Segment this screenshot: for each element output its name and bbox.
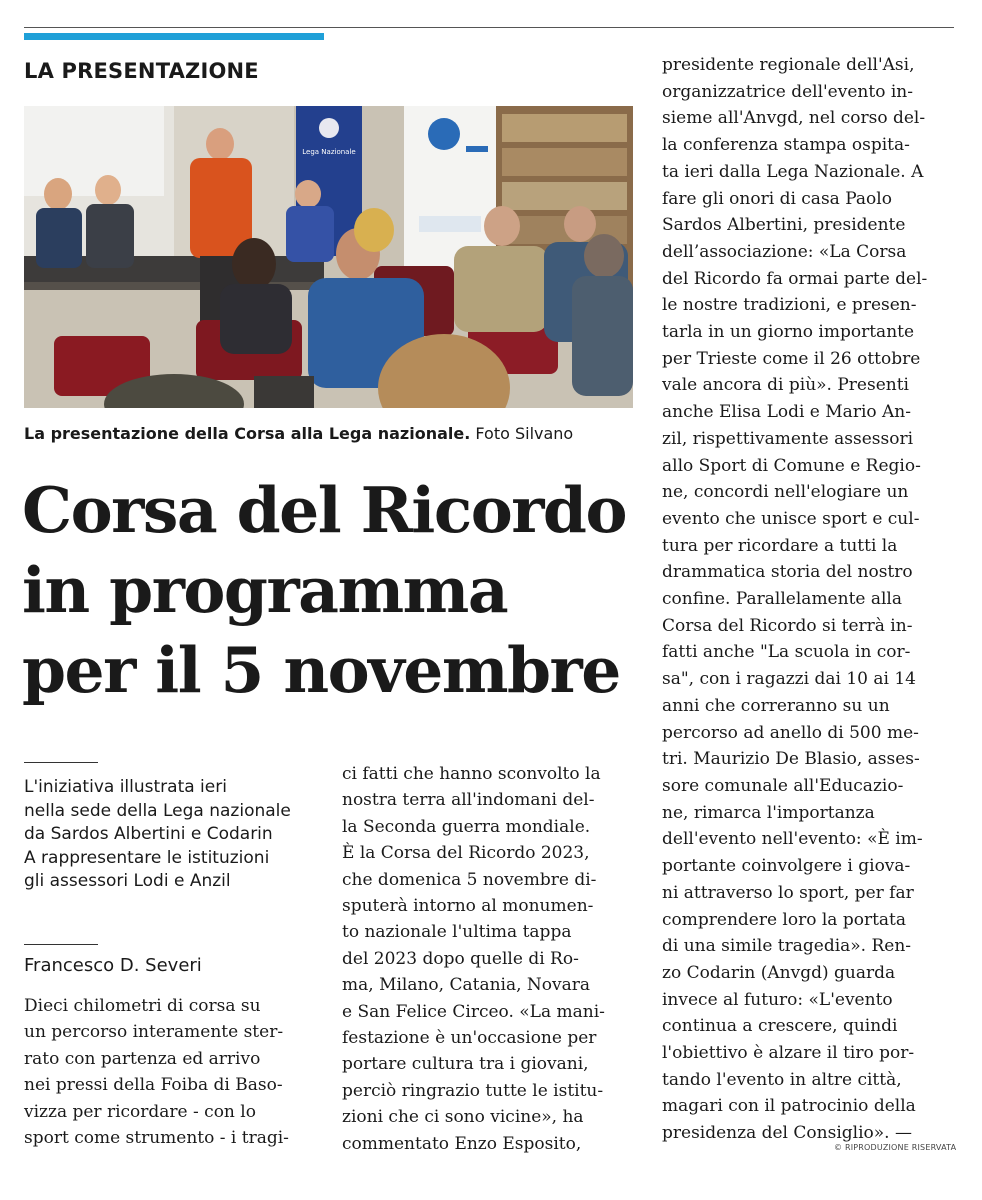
summary-line: nella sede della Lega nazionale bbox=[24, 800, 291, 821]
body-line: vizza per ricordare - con lo bbox=[24, 1101, 256, 1122]
body-line: zo Codarin (Anvgd) guarda bbox=[662, 962, 896, 983]
body-line: allo Sport di Comune e Regio- bbox=[662, 455, 921, 476]
summary-line: A rappresentare le istituzioni bbox=[24, 847, 270, 868]
body-line: del Ricordo fa ormai parte del- bbox=[662, 268, 928, 289]
photo-caption bbox=[24, 424, 573, 443]
headline bbox=[22, 470, 642, 710]
body-line: per Trieste come il 26 ottobre bbox=[662, 348, 921, 369]
body-line: rato con partenza ed arrivo bbox=[24, 1048, 261, 1069]
body-line: zioni che ci sono vicine», ha bbox=[342, 1107, 584, 1128]
body-line: Sardos Albertini, presidente bbox=[662, 215, 906, 236]
body-line: tando l'evento in altre città, bbox=[662, 1069, 902, 1090]
body-line: zil, rispettivamente assessori bbox=[662, 428, 914, 449]
banner-text: Lega Nazionale bbox=[302, 148, 356, 156]
body-line: tura per ricordare a tutti la bbox=[662, 535, 898, 556]
body-line: tarla in un giorno importante bbox=[662, 322, 915, 343]
body-line: festazione è un'occasione per bbox=[342, 1028, 597, 1049]
body-line: presidente regionale dell'Asi, bbox=[662, 55, 915, 75]
body-line: che domenica 5 novembre di- bbox=[342, 869, 597, 890]
section-label: LA PRESENTAZIONE bbox=[24, 59, 259, 83]
body-line: di una simile tragedia». Ren- bbox=[662, 936, 912, 957]
caption-text: La presentazione della Corsa alla Lega nazionale. bbox=[24, 424, 471, 443]
body-line: evento che unisce sport e cul- bbox=[662, 508, 920, 529]
body-line: continua a crescere, quindi bbox=[662, 1016, 898, 1037]
byline-rule bbox=[24, 944, 98, 945]
summary-deck bbox=[24, 776, 324, 894]
body-line: to nazionale l'ultima tappa bbox=[342, 922, 572, 943]
body-line: dell’associazione: «La Corsa bbox=[662, 241, 907, 262]
body-line: sa", con i ragazzi dai 10 ai 14 bbox=[662, 669, 916, 690]
body-line: la Seconda guerra mondiale. bbox=[342, 816, 591, 837]
body-line: ne, rimarca l'importanza bbox=[662, 802, 875, 823]
body-line: fare gli onori di casa Paolo bbox=[662, 188, 892, 209]
body-line: ci fatti che hanno sconvolto la bbox=[342, 764, 601, 784]
body-line: sore comunale all'Educazio- bbox=[662, 775, 904, 796]
body-line: drammatica storia del nostro bbox=[662, 562, 913, 583]
body-line: portare cultura tra i giovani, bbox=[342, 1054, 589, 1075]
body-line: presidenza del Consiglio». — bbox=[662, 1123, 912, 1144]
headline-line: in programma bbox=[22, 553, 508, 627]
article-photo bbox=[24, 106, 633, 408]
headline-line: per il 5 novembre bbox=[22, 633, 620, 707]
headline-line: Corsa del Ricordo bbox=[22, 473, 627, 547]
body-line: portante coinvolgere i giova- bbox=[662, 856, 911, 877]
section-accent-bar bbox=[24, 33, 324, 40]
body-line: tri. Maurizio De Blasio, asses- bbox=[662, 749, 920, 770]
top-rule bbox=[24, 27, 954, 28]
summary-rule bbox=[24, 762, 98, 763]
body-line: Corsa del Ricordo si terrà in- bbox=[662, 615, 913, 636]
body-line: Dieci chilometri di corsa su bbox=[24, 996, 261, 1016]
body-line: comprendere loro la portata bbox=[662, 909, 907, 930]
body-line: È la Corsa del Ricordo 2023, bbox=[342, 843, 590, 864]
body-line: e San Felice Circeo. «La mani- bbox=[342, 1001, 605, 1022]
body-line: sport come strumento - i tragi- bbox=[24, 1128, 289, 1149]
summary-line: da Sardos Albertini e Codarin bbox=[24, 824, 273, 844]
body-line: invece al futuro: «L'evento bbox=[662, 989, 893, 1010]
body-line: ne, concordi nell'elogiare un bbox=[662, 482, 909, 503]
body-column-1 bbox=[24, 993, 316, 1151]
body-line: sieme all'Anvgd, nel corso del- bbox=[662, 108, 926, 129]
body-line: anche Elisa Lodi e Mario An- bbox=[662, 402, 911, 423]
byline: Francesco D. Severi bbox=[24, 955, 202, 976]
body-line: ta ieri dalla Lega Nazionale. A bbox=[662, 161, 924, 182]
body-column-3 bbox=[662, 52, 954, 1147]
body-line: un percorso interamente ster- bbox=[24, 1022, 284, 1043]
body-line: magari con il patrocinio della bbox=[662, 1096, 916, 1117]
body-line: commentato Enzo Esposito, bbox=[342, 1133, 582, 1154]
body-line: perciò ringrazio tutte le istitu- bbox=[342, 1080, 604, 1101]
body-column-2 bbox=[342, 761, 634, 1157]
body-line: nostra terra all'indomani del- bbox=[342, 790, 595, 811]
copyright-notice: © RIPRODUZIONE RISERVATA bbox=[834, 1143, 957, 1152]
body-line: la conferenza stampa ospita- bbox=[662, 135, 910, 156]
body-line: fatti anche "La scuola in cor- bbox=[662, 642, 911, 663]
photo-credit: Foto Silvano bbox=[470, 424, 574, 443]
body-line: dell'evento nell'evento: «È im- bbox=[662, 829, 923, 850]
body-line: confine. Parallelamente alla bbox=[662, 589, 903, 610]
body-line: organizzatrice dell'evento in- bbox=[662, 81, 913, 102]
body-line: sputerà intorno al monumen- bbox=[342, 896, 594, 917]
body-line: del 2023 dopo quelle di Ro- bbox=[342, 948, 579, 969]
summary-line: gli assessori Lodi e Anzil bbox=[24, 871, 231, 891]
body-line: ma, Milano, Catania, Novara bbox=[342, 975, 591, 996]
body-line: l'obiettivo è alzare il tiro por- bbox=[662, 1043, 915, 1064]
body-line: ni attraverso lo sport, per far bbox=[662, 882, 914, 903]
body-line: vale ancora di più». Presenti bbox=[662, 375, 909, 396]
body-line: percorso ad anello di 500 me- bbox=[662, 722, 919, 743]
body-line: nei pressi della Foiba di Baso- bbox=[24, 1075, 283, 1096]
summary-line: L'iniziativa illustrata ieri bbox=[24, 777, 227, 797]
body-line: anni che correranno su un bbox=[662, 695, 890, 716]
body-line: le nostre tradizioni, e presen- bbox=[662, 295, 917, 316]
